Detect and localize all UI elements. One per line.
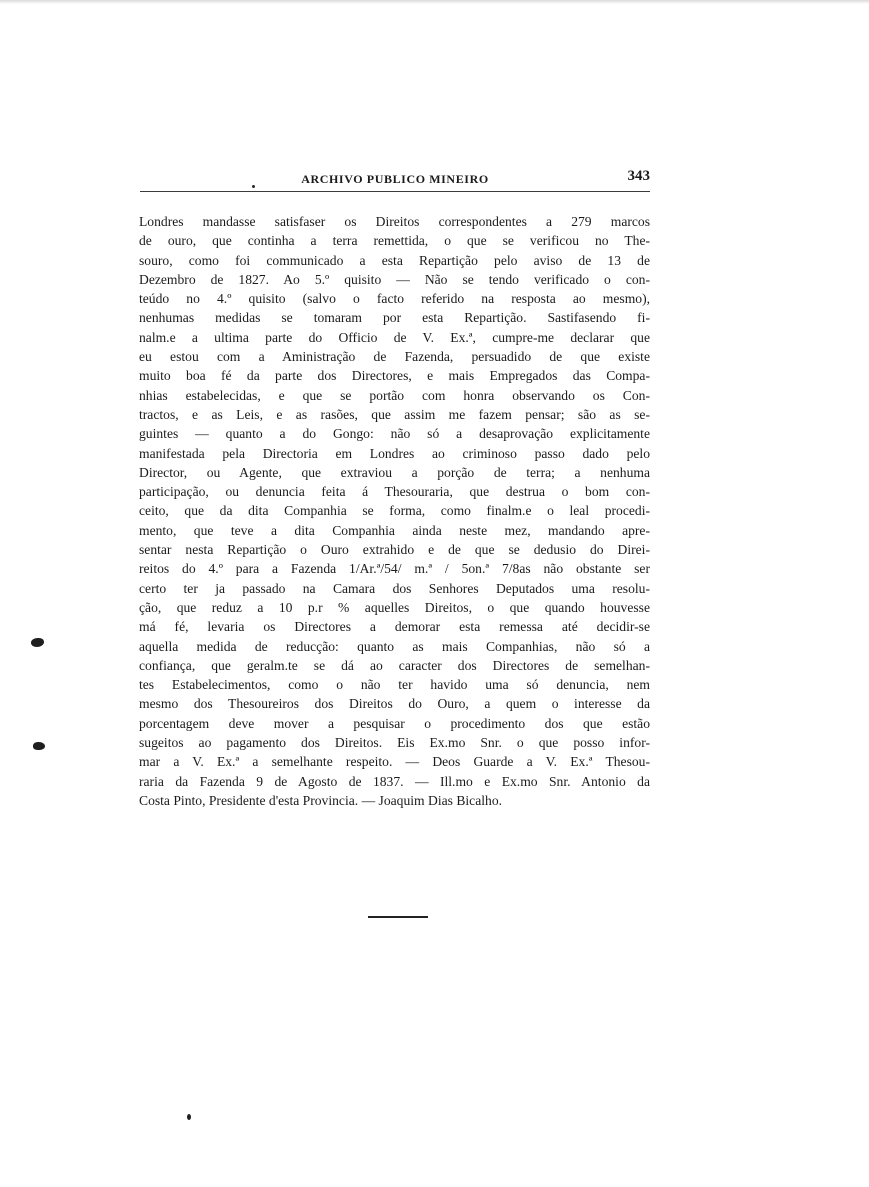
page-number: 343 — [627, 168, 650, 184]
text-line: má fé, levaria os Directores a demorar esta remessa até decidir-se — [139, 619, 650, 635]
text-line: porcentagem deve mover a pesquisar o procedimento dos que estão — [139, 715, 650, 731]
text-line: participação, ou denuncia feita á Thesouraria, que destrua o bom con- — [139, 484, 650, 500]
running-title: ARCHIVO PUBLICO MINEIRO — [301, 172, 489, 186]
body-text — [139, 212, 650, 810]
text-line: Londres mandasse satisfaser os Direitos correspondentes a 279 marcos — [139, 214, 650, 229]
text-line: mento, que teve a dita Companhia ainda neste mez, mandando apre- — [139, 522, 650, 538]
text-line: muito boa fé da parte dos Directores, e mais Empregados das Compa- — [139, 368, 650, 384]
header-rule-dot — [252, 185, 255, 188]
text-line: ção, que reduz a 10 p.r % aquelles Direitos, o que quando houvesse — [139, 599, 650, 615]
text-line: teúdo no 4.º quisito (salvo o facto referido na resposta ao mesmo), — [139, 291, 650, 307]
margin-ink-blot — [33, 742, 45, 750]
ink-speck — [187, 1114, 191, 1120]
text-line: aquella medida de reducção: quanto as mais Companhias, não só a — [139, 638, 650, 654]
running-head — [140, 168, 650, 190]
text-line: mesmo dos Thesoureiros dos Direitos do Ouro, a quem o interesse da — [139, 696, 650, 712]
text-line: confiança, que geralm.te se dá ao caracter dos Directores de semelhan- — [139, 657, 650, 673]
text-line: souro, como foi communicado a esta Repartição pelo aviso de 13 de — [139, 252, 650, 268]
section-end-rule — [368, 916, 428, 918]
margin-ink-blot — [31, 638, 44, 647]
text-line: sugeitos ao pagamento dos Direitos. Eis Ex.mo Snr. o que posso infor- — [139, 735, 650, 751]
text-line: nenhumas medidas se tomaram por esta Repartição. Sastifasendo fi- — [139, 310, 650, 326]
text-line: ceito, que da dita Companhia se forma, como finalm.e o leal procedi- — [139, 503, 650, 519]
text-line: nalm.e a ultima parte do Officio de V. Ex.ª, cumpre-me declarar que — [139, 329, 650, 345]
text-line: de ouro, que continha a terra remettida, o que se verificou no The- — [139, 233, 650, 249]
text-line: guintes — quanto a do Gongo: não só a desaprovação explicitamente — [139, 426, 650, 442]
text-line-final: Costa Pinto, Presidente d'esta Provincia. — Joaquim Dias Bicalho. — [139, 792, 503, 808]
text-line: tractos, e as Leis, e as rasões, que assim me fazem pensar; são as se- — [139, 406, 650, 422]
text-line: manifestada pela Directoria em Londres ao criminoso passo dado pelo — [139, 445, 650, 461]
header-rule — [140, 191, 650, 192]
text-line: tes Estabelecimentos, como o não ter havido uma só denuncia, nem — [139, 677, 650, 693]
text-line: mar a V. Ex.ª a semelhante respeito. — Deos Guarde a V. Ex.ª Thesou- — [139, 754, 650, 770]
text-line: nhias estabelecidas, e que se portão com honra observando os Con- — [139, 387, 650, 403]
scan-top-edge — [0, 0, 869, 4]
text-line: eu estou com a Aministração de Fazenda, persuadido de que existe — [139, 349, 650, 365]
text-line: sentar nesta Repartição o Ouro extrahido e de que se dedusio do Direi- — [139, 542, 650, 558]
text-line: raria da Fazenda 9 de Agosto de 1837. — Ill.mo e Ex.mo Snr. Antonio da — [139, 773, 650, 789]
text-line: Director, ou Agente, que extraviou a porção de terra; a nenhuma — [139, 464, 650, 480]
text-line: certo ter ja passado na Camara dos Senhores Deputados uma resolu- — [139, 580, 650, 596]
text-line: reitos do 4.º para a Fazenda 1/Ar.ª/54/ m.ª / 5on.ª 7/8as não obstante ser — [139, 561, 650, 577]
text-line: Dezembro de 1827. Ao 5.º quisito — Não se tendo verificado o con- — [139, 271, 650, 287]
